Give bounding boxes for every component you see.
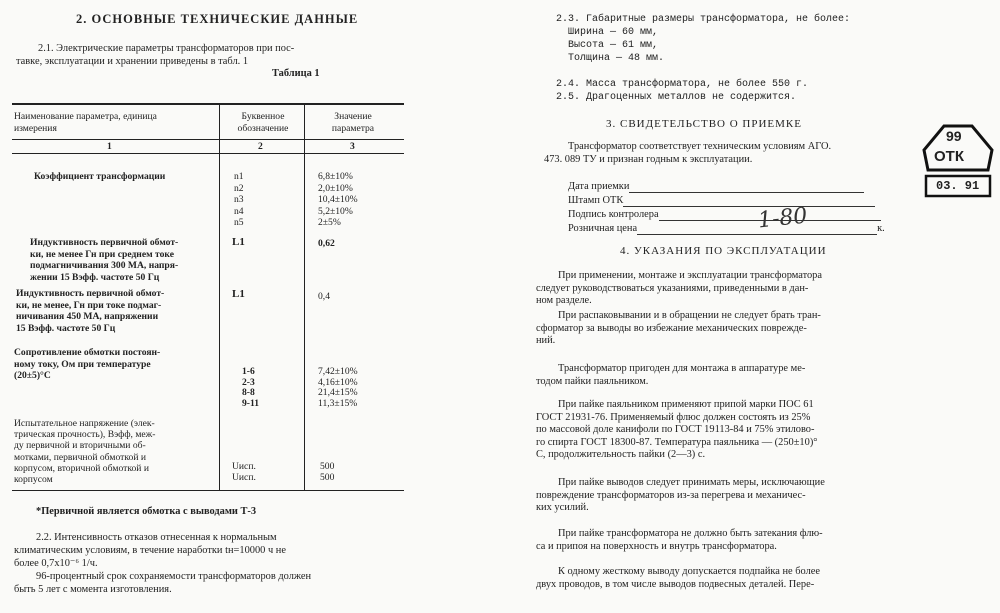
row-values: 7,42±10% 4,16±10% 21,4±15% 11,3±15%: [318, 366, 358, 409]
p25-metals: 2.5. Драгоценных металлов не содержится.: [556, 92, 797, 103]
table-header-symbol: Буквенное обозначение: [237, 111, 289, 134]
row-name-transformation-ratio: Коэффициент трансформации: [34, 171, 166, 182]
field-otk-stamp: Штамп ОТК: [568, 194, 875, 207]
p23-line: 2.3. Габаритные размеры трансформатора, не более:: [556, 14, 851, 25]
handwritten-price: 1-80: [756, 203, 809, 234]
p24-mass: 2.4. Масса трансформатора, не более 550 г.: [556, 79, 809, 90]
section-title-acceptance: 3. СВИДЕТЕЛЬСТВО О ПРИЕМКЕ: [606, 118, 802, 130]
table-header-param: Наименование параметра, единица измерения: [14, 111, 157, 134]
table-colnum-1: 1: [107, 141, 112, 152]
table-footnote: *Первичной является обмотка с выводами Т-3: [36, 506, 257, 517]
row-values: 500 500: [320, 461, 335, 483]
intro-line: 2.1. Электрические параметры трансформаторов при пос-: [38, 43, 295, 54]
table-colnum-2: 2: [258, 141, 263, 152]
dimension-height: Высота — 61 мм,: [568, 40, 659, 51]
right-page: [530, 0, 1000, 613]
cert-line: Трансформатор соответствует техническим условиям АГО.: [568, 141, 832, 152]
table-colnum-3: 3: [350, 141, 355, 152]
cert-line: 473. 089 ТУ и признан годным к эксплуатации.: [544, 154, 753, 165]
operation-paragraph: При применении, монтаже и эксплуатации трансформатора следует руководствоваться указаниями, приведенными в дан- ном разделе.: [536, 270, 822, 307]
operation-paragraph: При пайке паяльником применяют припой марки ПОС 61 ГОСТ 21931-76. Применяемый флюс должен состоять из 25% по массовой доле канифоли по ГОСТ 19113-84 и 75% этилово- го спирта ГОСТ 18300-87. Температура паяльника — (250±10)° С, продолжительность пайки (2—3) с.: [536, 399, 818, 461]
p22-line: 96-процентный срок сохраняемости трансформаторов должен: [36, 571, 312, 582]
p22-line: климатическим условиям, в течение наработки tн=10000 ч не: [14, 545, 286, 556]
row-value: 0,4: [318, 291, 330, 302]
row-name-resistance: Сопротивление обмотки постоян- ному току, Ом при температуре (20±5)°C: [14, 347, 161, 381]
field-controller-signature: Подпись контролера: [568, 208, 881, 221]
section-title-operation: 4. УКАЗАНИЯ ПО ЭКСПЛУАТАЦИИ: [620, 245, 827, 257]
operation-paragraph: При пайке выводов следует принимать меры, исключающие повреждение трансформаторов из-за перегрева и механичес- ких усилий.: [536, 477, 825, 514]
stamp-number: 99: [946, 128, 962, 144]
row-values: 6,8±10% 2,0±10% 10,4±10% 5,2±10% 2±5%: [318, 171, 358, 228]
row-symbol: L1: [232, 236, 245, 248]
row-symbols: n1 n2 n3 n4 n5: [234, 171, 244, 228]
row-name-inductance-1: Индуктивность первичной обмот- ки, не менее Гн при среднем токе подмагничивания 300 МА, напря- жении 15 Вэфф. частоте 50 Гц: [30, 237, 179, 283]
section-title-technical-data: 2. ОСНОВНЫЕ ТЕХНИЧЕСКИЕ ДАННЫЕ: [76, 12, 359, 26]
operation-paragraph: Трансформатор пригоден для монтажа в аппаратуре ме- тодом пайки паяльником.: [536, 363, 806, 387]
field-retail-price: Розничная цена к.: [568, 223, 885, 234]
row-symbol: L1: [232, 288, 245, 300]
stamp-label: ОТК: [934, 148, 964, 165]
intro-line: тавке, эксплуатации и хранении приведены в табл. 1: [16, 56, 249, 67]
operation-paragraph: К одному жесткому выводу допускается подпайка не более двух проводов, в том числе выводов подвесных деталей. Пере-: [536, 566, 821, 590]
row-symbols: Uисп. Uисп.: [232, 461, 256, 483]
technical-data-table: [12, 103, 404, 491]
row-symbols: 1-6 2-3 8-8 9-11: [242, 366, 260, 409]
field-acceptance-date: Дата приемки: [568, 180, 864, 193]
dimension-width: Ширина — 60 мм,: [568, 27, 659, 38]
p22-line: 2.2. Интенсивность отказов отнесенная к нормальным: [36, 532, 277, 543]
stamp-date: 03. 91: [936, 179, 980, 193]
row-name-test-voltage: Испытательное напряжение (элек- трическая прочность), Вэфф, меж- ду первичной и вторичными об- мотками, первичной обмоткой и корпусом, вторичной обмоткой и корпусом: [14, 418, 156, 486]
table-header-value: Значение параметра: [331, 111, 375, 134]
otk-stamp: [922, 122, 994, 202]
table-label: Таблица 1: [272, 68, 320, 79]
operation-paragraph: При пайке трансформатора не должно быть затекания флю- са и припоя на поверхность и внутрь трансформатора.: [536, 528, 823, 552]
operation-paragraph: При распаковывании и в обращении не следует брать тран- сформатор за выводы во избежание механических поврежде- ний.: [536, 310, 821, 347]
p22-line: быть 5 лет с момента изготовления.: [14, 584, 172, 595]
dimension-thickness: Толщина — 48 мм.: [568, 53, 665, 64]
p22-line: более 0,7x10⁻⁶ 1/ч.: [14, 558, 98, 569]
row-name-inductance-2: Индуктивность первичной обмот- ки, не менее, Гн при токе подмаг- ничивания 450 МА, напряжении 15 Вэфф. частоте 50 Гц: [16, 288, 165, 334]
row-value: 0,62: [318, 238, 335, 249]
